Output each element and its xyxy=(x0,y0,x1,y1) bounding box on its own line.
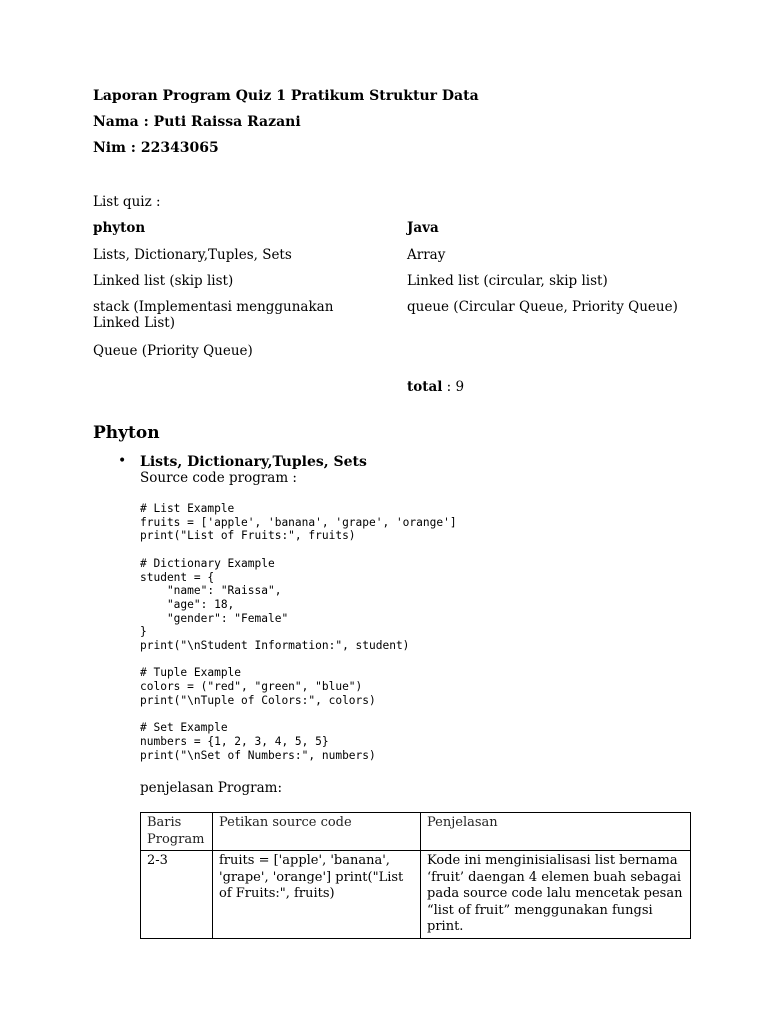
student-nim: Nim : 22343065 xyxy=(93,140,219,156)
phyton-item: Queue (Priority Queue) xyxy=(93,343,253,359)
source-code-label: Source code program : xyxy=(140,470,297,486)
total-count xyxy=(407,379,707,395)
java-item: queue (Circular Queue, Priority Queue) xyxy=(407,299,678,315)
java-item: Array xyxy=(407,247,446,263)
table-header-cell: Penjelasan xyxy=(421,813,691,851)
bullet-marker: • xyxy=(118,453,127,469)
phyton-item: stack (Implementasi menggunakan Linked List) xyxy=(93,299,334,331)
total-value: : 9 xyxy=(446,379,465,395)
explanation-label: penjelasan Program: xyxy=(140,780,282,796)
table-row xyxy=(141,851,691,939)
source-code-block: # List Example fruits = ['apple', 'banana', 'grape', 'orange'] print("List of Fruits:", fruits) # Dictionary Example student = { "name": "Raissa", "age": 18, "gender": "Female" } print("\nStudent Information:", student) # Tuple Example colors = ("red", "green", "blue") print("\nTuple of Colors:", colors) # Set Example numbers = {1, 2, 3, 4, 5, 5} print("\nSet of Numbers:", numbers) xyxy=(140,502,457,762)
java-item: Linked list (circular, skip list) xyxy=(407,273,608,289)
phyton-item: Lists, Dictionary,Tuples, Sets xyxy=(93,247,292,263)
table-header-row xyxy=(141,813,691,851)
table-cell-penjelasan: Kode ini menginisialisasi list bernama ‘fruit’ daengan 4 elemen buah sebagai pada source code lalu mencetak pesan “list of fruit” menggunakan fungsi print. xyxy=(421,851,691,939)
table-header-cell: Baris Program xyxy=(141,813,213,851)
phyton-column-heading: phyton xyxy=(93,220,146,236)
report-title: Laporan Program Quiz 1 Pratikum Struktur Data xyxy=(93,88,479,104)
section-heading-phyton: Phyton xyxy=(93,423,160,443)
table-header-cell: Petikan source code xyxy=(213,813,421,851)
explanation-table xyxy=(140,812,691,939)
phyton-item: Linked list (skip list) xyxy=(93,273,234,289)
table-cell-petikan: fruits = ['apple', 'banana', 'grape', 'orange'] print("List of Fruits:", fruits) xyxy=(213,851,421,939)
student-name: Nama : Puti Raissa Razani xyxy=(93,114,301,130)
table-cell-baris: 2-3 xyxy=(141,851,213,939)
bullet-title: Lists, Dictionary,Tuples, Sets xyxy=(140,454,367,470)
java-column-heading: Java xyxy=(407,220,439,236)
list-quiz-label: List quiz : xyxy=(93,194,161,210)
total-label: total xyxy=(407,379,443,395)
